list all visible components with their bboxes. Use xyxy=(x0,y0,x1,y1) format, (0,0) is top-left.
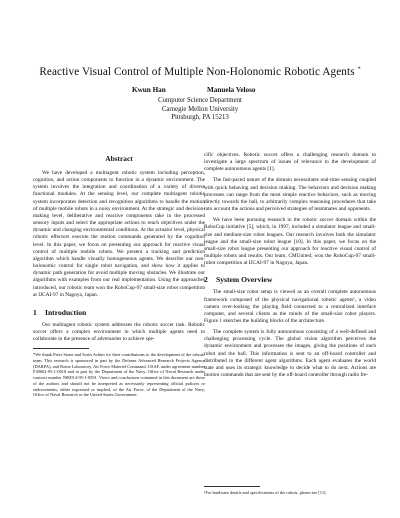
intro-paragraph: Our multiagent robotic system addresses the robotic soccer task. Robotic soccer offers a complex environment in which multiple agents need to collaborate in the presence of adversaries to achieve spe- xyxy=(33,321,205,343)
footnote-hardware: ¹For hardware details and specifications of the robots, please see [11]. xyxy=(204,490,327,495)
overview-paragraph-2: The complete system is fully autonomous consisting of a well-defined and challenging processing cycle. The global vision algorithm perceives the dynamic environment and processes the images, giving the positions of each robot and the ball. This information is sent to an off-board controller and distributed to the different agent algorithms. Each agent evaluates the world state and uses its strategic knowledge to decide what to do next. Actions are motion commands that are sent by the off-board controller through radio fre- xyxy=(204,329,376,379)
section-2-title: System Overview xyxy=(216,275,273,285)
section-2-heading xyxy=(204,275,376,284)
paper-title xyxy=(20,66,380,78)
intro-paragraph-continued: cific objectives. Robotic soccer offers a challenging research domain to investigate a large spectrum of issues of relevance to the development of complete autonomous agents [1]. xyxy=(204,152,376,173)
right-column xyxy=(204,152,376,379)
section-1-number: 1 xyxy=(33,307,37,317)
affiliation-univ: Carnegie Mellon University xyxy=(161,105,239,113)
footnote-rule-right xyxy=(204,486,260,487)
title-text: Reactive Visual Control of Multiple Non-Holonomic Robotic Agents xyxy=(39,66,355,78)
abstract-heading: Abstract xyxy=(105,154,133,163)
right-footnote-block xyxy=(204,486,376,496)
intro-paragraph-2: The fast-paced nature of the domain necessitates real-time sensing coupled with quick behaving and decision making. The behaviors and decision making processes can range from the most simple reactive behaviors, such as moving directly towards the ball, to arbitrarily complex reasoning procedures that take into account the actions and perceived strategies of teammates and opponents. xyxy=(204,177,376,213)
author-1: Kwun Han xyxy=(132,86,166,94)
section-1-title: Introduction xyxy=(45,307,87,317)
intro-paragraph-3: We have been pursuing research in the robotic soccer domain within the RoboCup initiative [5], which, in 1997, included a simulator league and small-size and medium-size robot leagues. Our research involves both the simulator league and the small-size robot league [10]. In this paper, we focus on the small-size robot league presenting our approach for reactive visual control of multiple robots and results. Our team, CMUnited, won the RoboCup-97 small-robot competition at IJCAI-97 in Nagoya, Japan. xyxy=(204,217,376,267)
section-1-heading xyxy=(33,308,205,317)
abstract-text: We have developed a multiagent robotic system including perception, cognition, and action components to function in a dynamic environment. The system involves the integration and coordination of a variety of diverse functional modules. At the sensing level, our complete multiagent robotic system incorporates detection and recognition algorithms to handle the motion of multiple mobile robots in a noisy environment. At the strategic and decision-making level, deliberative and reactive components take in the processed sensory inputs and select the appropriate actions to reach objectives under the dynamic and changing environmental conditions. At the actuator level, physical robotic effectors execute the motion commands generated by the cognition level. In this paper, we focus on presenting our approach for reactive visual control of multiple mobile robots. We present a tracking and prediction algorithm which handle visually homogeneous agents. We describe our non-holonomic control for single robot navigation, and show how it applies to dynamic path generation for avoid multiple moving obstacles. We illustrate our algorithms with examples from our real implementation. Using the approaches introduced, our robotic team won the RoboCup-97 small-size robot competition at IJCAI-97 in Nagoya, Japan. xyxy=(33,170,205,298)
affiliation-dept: Computer Science Department xyxy=(158,97,242,104)
footnote-rule xyxy=(33,348,89,349)
affiliation xyxy=(0,97,400,123)
title-footnote-mark: * xyxy=(357,66,361,73)
overview-paragraph-1: The small-size robot setup is viewed as an overall complete autonomous framework composed of the physical navigational robotic agents¹, a video camera over-looking the playing field connected to a centralized interface computer, and several clients as the minds of the small-size robot players. Figure 1 sketches the building blocks of the architecture. xyxy=(204,289,376,324)
left-column xyxy=(33,154,205,398)
footnote-acknowledgment: *We thank Peter Stone and Sorin Achim for their contributions to the development of the robotic team. This research is sponsored in part by the Defense Advanced Research Projects Agency (DARPA), and Rome Laboratory, Air Force Materiel Command, USAF, under agreement number F30602-95-1-0018 and in part by the Department of the Navy, Office of Naval Research under contract number N00014-95-1-0591. Views and conclusions contained in this document are those of the authors and should not be interpreted as necessarily representing official policies or endorsements, either expressed or implied, of the Air Force, of the Department of the Navy, Office of Naval Research or the United States Government. xyxy=(33,352,205,398)
affiliation-city: Pittsburgh, PA 15213 xyxy=(171,114,229,122)
section-2-number: 2 xyxy=(204,275,208,285)
author-2: Manuela Veloso xyxy=(207,86,256,94)
